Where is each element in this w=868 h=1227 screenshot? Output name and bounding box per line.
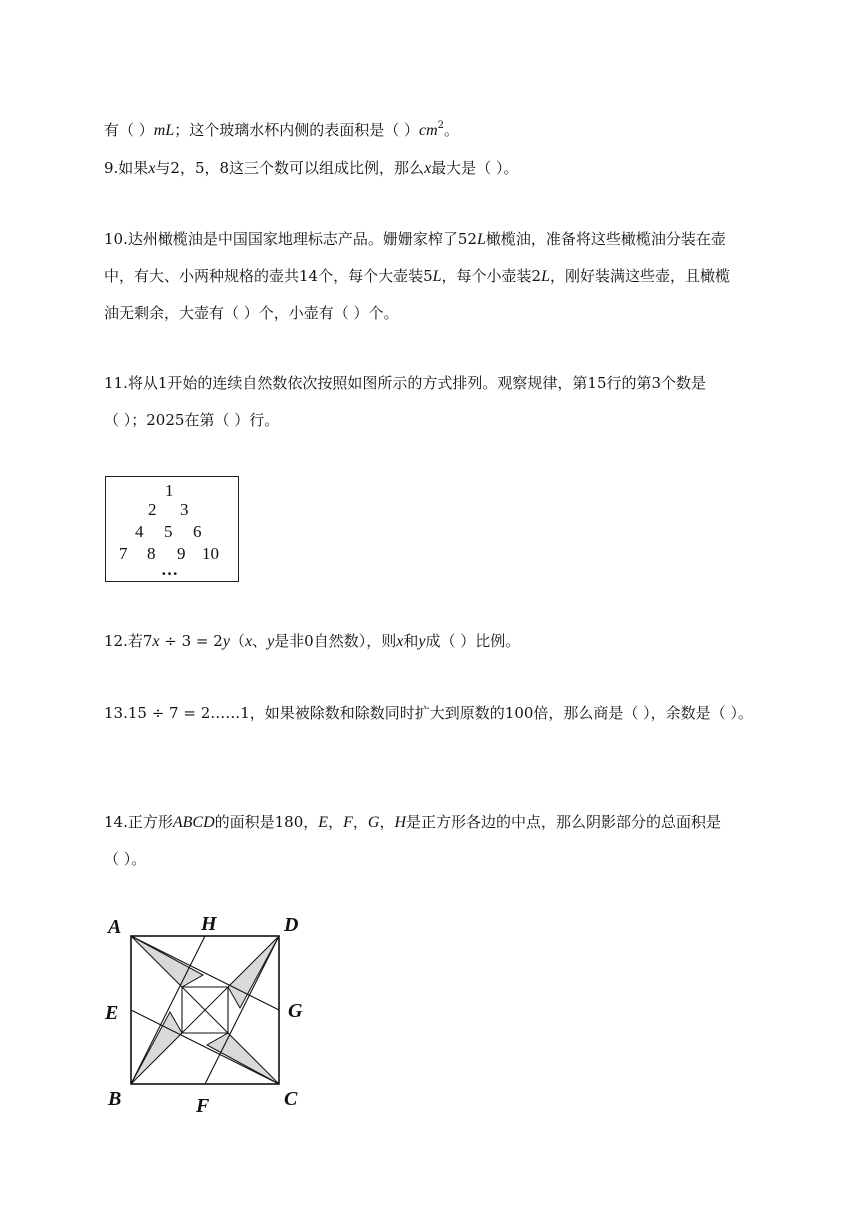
- text-segment: 和: [403, 632, 419, 650]
- question-10-line-3: [104, 303, 399, 323]
- text-segment: 是正方形各边的中点，那么阴影部分的总面积是: [406, 813, 722, 831]
- math-variable: L: [541, 268, 550, 285]
- math-variable: x: [152, 633, 160, 650]
- text-segment: ，: [379, 813, 395, 831]
- number-triangle-figure: [105, 476, 239, 582]
- triangle-number: 1: [165, 481, 174, 500]
- math-variable: H: [394, 814, 407, 831]
- triangle-number: 5: [164, 522, 173, 541]
- math-variable: y: [222, 633, 230, 650]
- question-10-line-2: [104, 266, 730, 287]
- text-segment: ，每个小壶装2: [441, 267, 542, 285]
- text-segment: 最大是（ ）。: [431, 159, 519, 177]
- math-variable: x: [244, 633, 253, 650]
- text-segment: 14.正方形: [104, 813, 173, 831]
- math-variable: x: [148, 160, 156, 177]
- math-variable: L: [432, 268, 442, 285]
- text-segment: 。: [444, 121, 460, 139]
- question-11-line-1: [104, 373, 706, 393]
- label-f: F: [196, 1095, 210, 1117]
- text-segment: ，刚好装满这些壶，且橄榄: [550, 267, 731, 285]
- q8-tail-line: [104, 120, 459, 141]
- text-segment: （ ）；2025在第（ ）行。: [104, 411, 280, 429]
- label-h: H: [201, 913, 217, 935]
- math-variable: y: [267, 633, 275, 650]
- question-13: [104, 703, 753, 723]
- math-variable: x: [424, 160, 432, 177]
- text-segment: 橄榄油，准备将这些橄榄油分装在壶: [485, 230, 726, 248]
- text-segment: 12.若7: [104, 632, 153, 650]
- math-variable: F: [343, 814, 353, 831]
- text-segment: （: [229, 632, 245, 650]
- triangle-ellipsis: …: [161, 560, 178, 579]
- text-segment: 成（ ）比例。: [425, 632, 521, 650]
- triangle-number: 4: [135, 522, 144, 541]
- math-variable: ABCD: [172, 814, 215, 831]
- triangle-number: 9: [177, 544, 186, 563]
- text-segment: ，: [328, 813, 344, 831]
- text-segment: ÷ 3 = 2: [159, 632, 223, 650]
- text-segment: ，: [352, 813, 368, 831]
- text-segment: 13.15 ÷ 7 = 2……1，如果被除数和除数同时扩大到原数的100倍，那么商是（ ），余数是（ ）。: [104, 704, 753, 722]
- text-segment: 中，有大、小两种规格的壶共14个，每个大壶装5: [104, 267, 433, 285]
- triangle-number: 3: [180, 500, 189, 519]
- text-segment: 的面积是180，: [214, 813, 319, 831]
- text-segment: 与2，5，8这三个数可以组成比例，那么: [155, 159, 425, 177]
- question-14-line-1: [104, 812, 721, 833]
- triangle-number: 7: [119, 544, 128, 563]
- triangle-number: 2: [148, 500, 157, 519]
- text-segment: 有（ ）: [104, 121, 154, 139]
- math-variable: G: [367, 814, 380, 831]
- text-segment: ；这个玻璃水杯内侧的表面积是（ ）: [174, 121, 420, 139]
- text-segment: （ ）。: [104, 850, 147, 868]
- label-d: D: [284, 914, 299, 936]
- triangle-number: 10: [202, 544, 219, 563]
- text-segment: 11.将从1开始的连续自然数依次按照如图所示的方式排列。观察规律，第15行的第3个数是: [104, 374, 707, 392]
- question-9: [104, 158, 518, 179]
- triangle-number: 8: [147, 544, 156, 563]
- label-c: C: [284, 1088, 298, 1110]
- math-variable: cm: [419, 122, 438, 139]
- question-12: [104, 631, 520, 652]
- label-g: G: [288, 1000, 303, 1022]
- text-segment: 是非0自然数），则: [274, 632, 397, 650]
- triangle-number: 6: [193, 522, 202, 541]
- text-segment: 9.如果: [104, 159, 149, 177]
- question-14-line-2: [104, 849, 146, 869]
- math-variable: L: [476, 231, 486, 248]
- text-segment: 、: [252, 632, 268, 650]
- text-segment: 油无剩余，大壶有（ ）个，小壶有（ ）个。: [104, 304, 399, 322]
- text-segment: 10.达州橄榄油是中国国家地理标志产品。姗姗家榨了52: [104, 230, 477, 248]
- label-a: A: [108, 916, 122, 938]
- superscript: 2: [437, 120, 445, 131]
- square-abcd-figure: [100, 905, 320, 1120]
- question-11-line-2: [104, 410, 279, 430]
- question-10-line-1: [104, 229, 726, 250]
- math-variable: x: [396, 633, 404, 650]
- math-variable: y: [418, 633, 426, 650]
- label-b: B: [108, 1088, 122, 1110]
- label-e: E: [105, 1002, 119, 1024]
- math-variable: E: [318, 814, 329, 831]
- math-variable: mL: [153, 122, 175, 139]
